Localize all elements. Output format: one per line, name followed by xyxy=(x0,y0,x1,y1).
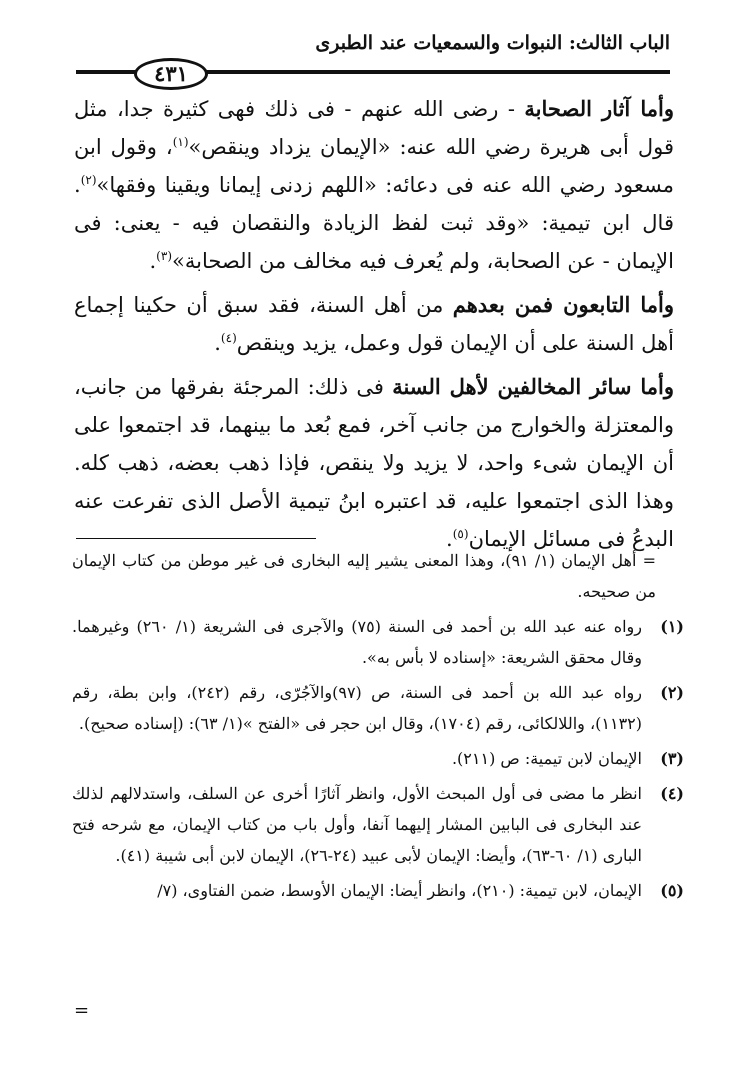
footnote-text: انظر ما مضى فى أول المبحث الأول، وانظر آثارًا أخرى عن السلف، واستدلالهم لذلك عند البخارى فى البابين المشار إليهما آنفا، وأول باب من كتاب الإيمان، مع شرحه فتح البارى (١/ ٦٠-٦٣)، وأيضا: الإيمان لأبى عبيد (٢٤-٢٦)، الإيمان لابن أبى شيبة (٤١). xyxy=(72,784,642,865)
paragraph-companions xyxy=(74,90,674,280)
footnote-continuation: = أهل الإيمان (١/ ٩١)، وهذا المعنى يشير إليه البخارى فى غير موطن من كتاب الإيمان من صحيحه. xyxy=(72,551,657,601)
footnote-ref: (٢) xyxy=(80,173,97,187)
paragraph-text: . xyxy=(214,331,221,355)
paragraph-lead: وأما آثار الصحابة xyxy=(524,96,674,121)
footnotes xyxy=(72,545,684,910)
footnote-separator xyxy=(76,538,316,539)
footnote xyxy=(72,778,684,871)
footnote xyxy=(72,677,684,739)
paragraph-text: فى ذلك: المرجئة بفرقها من جانب، والمعتزلة والخوارج من جانب آخر، فمع بُعد ما بينهما، قد اجتمعوا على أن الإيمان شىء واحد، لا يزيد ولا ينقص، فإذا ذهب بعضه، ذهب كله. وهذا الذى اجتمعوا عليه، قد اعتبره ابنُ تيمية الأصل الذى تفرعت عنه البدعُ فى مسائل الإيمان xyxy=(74,375,674,551)
footnote-ref: (٤) xyxy=(220,331,237,345)
paragraph-text: ، وقول ابن مسعود رضي الله عنه فى دعائه: «اللهم زدنى إيمانا ويقينا وفقها» xyxy=(74,135,674,197)
paragraph-lead: وأما التابعون فمن بعدهم xyxy=(452,292,674,317)
footnote-text: الإيمان، لابن تيمية: (٢١٠)، وانظر أيضا: الإيمان الأوسط، ضمن الفتاوى، (٧/ xyxy=(157,881,642,900)
paragraph-text: من أهل السنة، فقد سبق أن حكينا إجماع أهل السنة على أن الإيمان قول وعمل، يزيد وينقص xyxy=(74,293,674,355)
continuation-mark: = xyxy=(74,1000,90,1021)
paragraph-lead: وأما سائر المخالفين لأهل السنة xyxy=(392,374,675,399)
paragraph-text: . xyxy=(446,527,453,551)
footnote xyxy=(72,611,684,673)
paragraph-followers xyxy=(74,286,674,362)
footnote-ref: (٥) xyxy=(452,527,469,541)
paragraph-opponents xyxy=(74,368,674,558)
paragraph-text: . xyxy=(149,249,157,273)
paragraph-text: . قال ابن تيمية: «وقد ثبت لفظ الزيادة والنقصان فيه - يعنى: فى الإيمان - عن الصحابة، ولم يُعرف فيه مخالف من الصحابة» xyxy=(74,173,674,273)
footnote xyxy=(72,875,684,906)
footnote xyxy=(72,743,684,774)
footnote-ref: (١) xyxy=(172,135,189,149)
chapter-title: الباب الثالث: النبوات والسمعيات عند الطبرى xyxy=(315,32,670,54)
paragraph-text: - رضى الله عنهم - فى ذلك فهى كثيرة جدا، مثل قول أبى هريرة رضي الله عنه: «الإيمان يزداد وينقص» xyxy=(74,97,674,159)
footnote-number: (٢) xyxy=(660,683,684,702)
footnote-number: (١) xyxy=(660,617,684,636)
footnote-text: رواه عنه عبد الله بن أحمد فى السنة (٧٥) والآجرى فى الشريعة (١/ ٢٦٠) وغيرهما. وقال محقق الشريعة: «إسناده لا بأس به». xyxy=(72,617,642,667)
main-text xyxy=(74,90,674,564)
footnote-number: (٥) xyxy=(660,881,684,900)
footnote-number: (٣) xyxy=(660,749,684,768)
footnote-number: (٤) xyxy=(660,784,684,803)
running-header xyxy=(70,26,670,86)
footnote-ref: (٣) xyxy=(156,249,172,263)
footnote-text: رواه عبد الله بن أحمد فى السنة، ص (٩٧)والآجُرّى، رقم (٢٤٢)، وابن بطة، رقم (١١٣٢)، واللالكائى، رقم (١٧٠٤)، وقال ابن حجر فى «الفتح »(١/ ٦٣): (إسناده صحيح). xyxy=(72,683,643,733)
page-number: ٤٣١ xyxy=(134,58,208,90)
footnote-text: الإيمان لابن تيمية: ص (٢١١). xyxy=(451,749,642,768)
